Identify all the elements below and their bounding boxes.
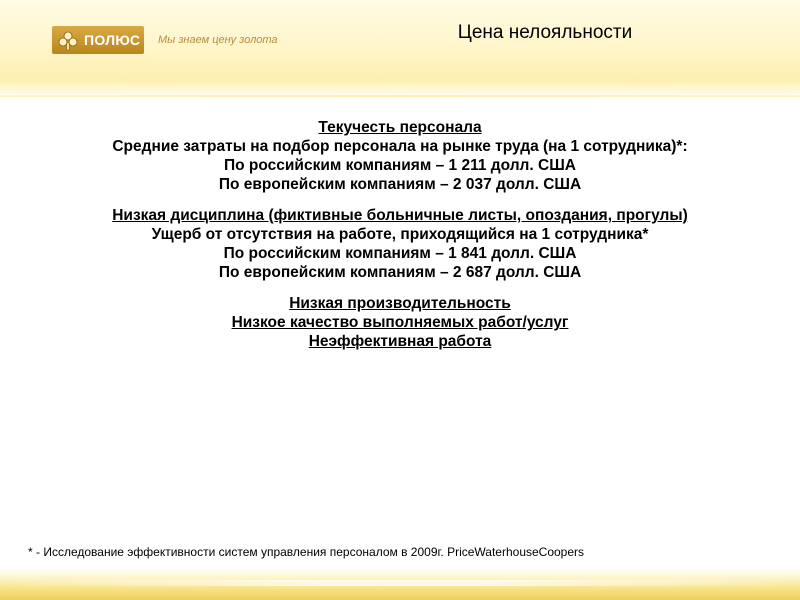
- logo-text: ПОЛЮС: [84, 32, 141, 48]
- footer-band-shine: [0, 580, 800, 586]
- recruitment-cost-block: [20, 137, 780, 194]
- section-inefficient-work-heading: Неэффективная работа: [308, 333, 492, 350]
- company-logo: [52, 26, 144, 54]
- section-low-discipline-heading: Низкая дисциплина (фиктивные больничные листы, опоздания, прогулы): [112, 207, 688, 224]
- slide-content: [20, 118, 780, 351]
- slide-title: Цена нелояльности: [457, 22, 633, 43]
- recruitment-cost-european: По европейским компаниям – 2 037 долл. США: [218, 176, 582, 193]
- recruitment-cost-russian: По российским компаниям – 1 211 долл. США: [224, 157, 576, 174]
- recruitment-cost-intro: Средние затраты на подбор персонала на рынке труда (на 1 сотрудника)*:: [112, 138, 688, 155]
- absence-damage-intro: Ущерб от отсутствия на работе, приходящийся на 1 сотрудника*: [151, 226, 649, 243]
- header-divider: [0, 95, 800, 97]
- section-low-quality-heading: Низкое качество выполняемых работ/услуг: [231, 314, 569, 331]
- absence-damage-russian: По российским компаниям – 1 841 долл. США: [223, 245, 577, 262]
- absence-damage-block: [20, 225, 780, 282]
- company-slogan: Мы знаем цену золота: [158, 34, 278, 46]
- absence-damage-european: По европейским компаниям – 2 687 долл. США: [218, 264, 582, 281]
- gold-nugget-emblem-icon: [56, 28, 80, 52]
- section-staff-turnover-heading: Текучесть персонала: [318, 119, 482, 136]
- section-low-productivity-heading: Низкая производительность: [289, 295, 511, 312]
- footnote: * - Исследование эффективности систем управления персоналом в 2009г. PriceWaterhouseCoopers: [28, 545, 585, 559]
